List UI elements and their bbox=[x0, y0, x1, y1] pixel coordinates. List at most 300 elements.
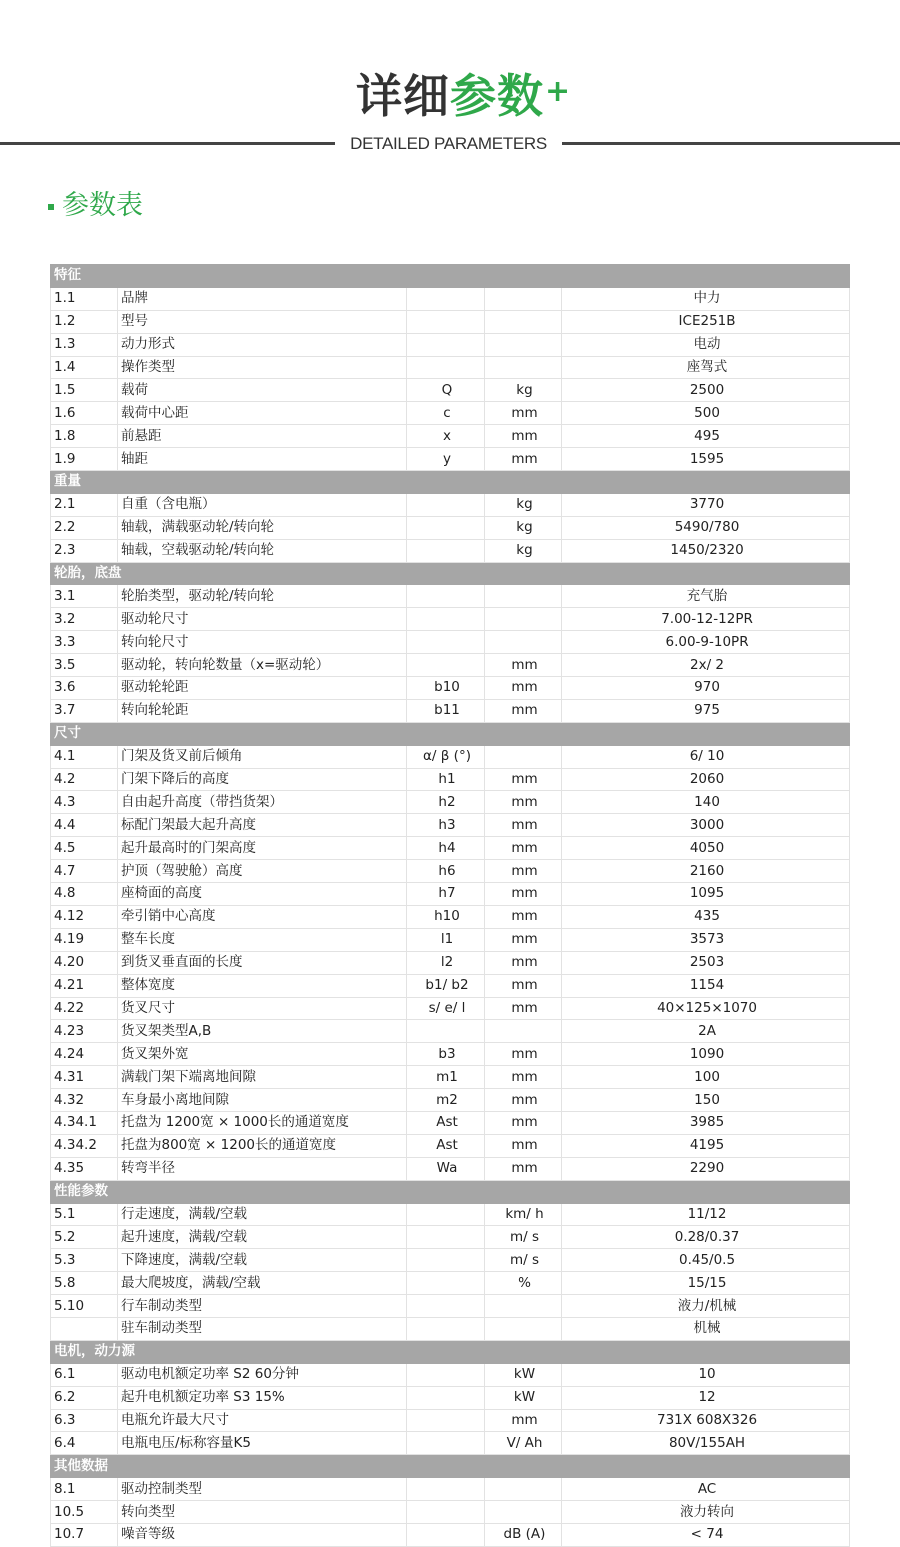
param-number: 1.6 bbox=[51, 402, 118, 425]
param-number: 4.31 bbox=[51, 1066, 118, 1089]
param-value: < 74 bbox=[562, 1523, 850, 1546]
param-value: 975 bbox=[562, 699, 850, 722]
param-name: 托盘为800宽 × 1200长的通道宽度 bbox=[118, 1134, 407, 1157]
param-value: 2290 bbox=[562, 1157, 850, 1180]
param-unit: mm bbox=[485, 402, 562, 425]
table-row bbox=[51, 287, 850, 310]
param-number: 2.1 bbox=[51, 493, 118, 516]
table-row bbox=[51, 1432, 850, 1455]
param-symbol: α/ β (°) bbox=[407, 745, 485, 768]
table-row bbox=[51, 1295, 850, 1318]
param-value: 11/12 bbox=[562, 1203, 850, 1226]
param-name: 托盘为 1200宽 × 1000长的通道宽度 bbox=[118, 1111, 407, 1134]
param-unit bbox=[485, 631, 562, 654]
param-symbol bbox=[407, 287, 485, 310]
param-unit: kg bbox=[485, 379, 562, 402]
param-number: 4.20 bbox=[51, 951, 118, 974]
param-symbol: x bbox=[407, 425, 485, 448]
param-unit: V/ Ah bbox=[485, 1432, 562, 1455]
param-number: 3.5 bbox=[51, 654, 118, 677]
param-value: 970 bbox=[562, 677, 850, 700]
param-unit bbox=[485, 1020, 562, 1043]
param-unit: mm bbox=[485, 791, 562, 814]
param-value: 2060 bbox=[562, 768, 850, 791]
param-number: 1.1 bbox=[51, 287, 118, 310]
table-row bbox=[51, 585, 850, 608]
param-value: 12 bbox=[562, 1386, 850, 1409]
table-row bbox=[51, 356, 850, 379]
square-bullet-icon bbox=[48, 204, 54, 210]
table-row bbox=[51, 837, 850, 860]
param-value: 3770 bbox=[562, 493, 850, 516]
param-number: 4.7 bbox=[51, 860, 118, 883]
param-symbol bbox=[407, 1295, 485, 1318]
table-row bbox=[51, 1363, 850, 1386]
param-symbol bbox=[407, 1432, 485, 1455]
table-row bbox=[51, 493, 850, 516]
table-row bbox=[51, 745, 850, 768]
param-symbol bbox=[407, 516, 485, 539]
param-symbol: h2 bbox=[407, 791, 485, 814]
table-row bbox=[51, 1317, 850, 1340]
divider-left bbox=[0, 142, 335, 145]
param-number: 3.6 bbox=[51, 677, 118, 700]
param-name: 货叉尺寸 bbox=[118, 997, 407, 1020]
param-number: 2.3 bbox=[51, 539, 118, 562]
param-name: 前悬距 bbox=[118, 425, 407, 448]
param-name: 护顶（驾驶舱）高度 bbox=[118, 860, 407, 883]
param-name: 起升电机额定功率 S3 15% bbox=[118, 1386, 407, 1409]
param-name: 门架下降后的高度 bbox=[118, 768, 407, 791]
param-number: 5.8 bbox=[51, 1272, 118, 1295]
param-symbol bbox=[407, 1249, 485, 1272]
table-row bbox=[51, 402, 850, 425]
table-row bbox=[51, 951, 850, 974]
param-value: 1595 bbox=[562, 448, 850, 471]
param-symbol bbox=[407, 1226, 485, 1249]
param-symbol: b1/ b2 bbox=[407, 974, 485, 997]
param-value: 495 bbox=[562, 425, 850, 448]
param-unit: % bbox=[485, 1272, 562, 1295]
param-value: 机械 bbox=[562, 1317, 850, 1340]
param-unit bbox=[485, 1317, 562, 1340]
param-number: 1.3 bbox=[51, 333, 118, 356]
param-value: 4195 bbox=[562, 1134, 850, 1157]
table-row bbox=[51, 1203, 850, 1226]
param-value: 0.45/0.5 bbox=[562, 1249, 850, 1272]
param-value: 10 bbox=[562, 1363, 850, 1386]
param-symbol bbox=[407, 1523, 485, 1546]
param-unit: mm bbox=[485, 814, 562, 837]
param-name: 座椅面的高度 bbox=[118, 883, 407, 906]
param-unit bbox=[485, 333, 562, 356]
param-value: 1095 bbox=[562, 883, 850, 906]
table-row bbox=[51, 539, 850, 562]
param-name: 牵引销中心高度 bbox=[118, 905, 407, 928]
param-unit bbox=[485, 608, 562, 631]
param-unit: mm bbox=[485, 768, 562, 791]
page-title bbox=[0, 66, 900, 126]
param-name: 转向类型 bbox=[118, 1501, 407, 1524]
param-value: 中力 bbox=[562, 287, 850, 310]
param-name: 起升速度，满载/空载 bbox=[118, 1226, 407, 1249]
param-value: 731X 608X326 bbox=[562, 1409, 850, 1432]
subtitle-row bbox=[0, 132, 900, 156]
param-value: 2A bbox=[562, 1020, 850, 1043]
table-row bbox=[51, 333, 850, 356]
group-header-row bbox=[51, 1340, 850, 1363]
param-symbol: l2 bbox=[407, 951, 485, 974]
param-number: 10.5 bbox=[51, 1501, 118, 1524]
param-number: 4.24 bbox=[51, 1043, 118, 1066]
param-value: 2503 bbox=[562, 951, 850, 974]
param-symbol: Ast bbox=[407, 1134, 485, 1157]
parameters-table-body bbox=[51, 265, 850, 1547]
param-value: 150 bbox=[562, 1089, 850, 1112]
table-row bbox=[51, 699, 850, 722]
table-row bbox=[51, 1523, 850, 1546]
param-name: 型号 bbox=[118, 310, 407, 333]
param-value: 100 bbox=[562, 1066, 850, 1089]
param-unit bbox=[485, 745, 562, 768]
param-unit: mm bbox=[485, 974, 562, 997]
param-symbol bbox=[407, 1386, 485, 1409]
param-value: 6/ 10 bbox=[562, 745, 850, 768]
param-name: 整车长度 bbox=[118, 928, 407, 951]
param-name: 驱动轮轮距 bbox=[118, 677, 407, 700]
param-name: 整体宽度 bbox=[118, 974, 407, 997]
param-value: 6.00-9-10PR bbox=[562, 631, 850, 654]
table-row bbox=[51, 1501, 850, 1524]
table-row bbox=[51, 974, 850, 997]
param-symbol: h7 bbox=[407, 883, 485, 906]
param-name: 自由起升高度（带挡货架） bbox=[118, 791, 407, 814]
param-unit: mm bbox=[485, 1111, 562, 1134]
param-symbol: Ast bbox=[407, 1111, 485, 1134]
param-symbol bbox=[407, 1272, 485, 1295]
param-symbol: h10 bbox=[407, 905, 485, 928]
param-unit: mm bbox=[485, 905, 562, 928]
param-number: 5.1 bbox=[51, 1203, 118, 1226]
group-header-row bbox=[51, 1180, 850, 1203]
table-row bbox=[51, 1111, 850, 1134]
table-row bbox=[51, 608, 850, 631]
param-unit bbox=[485, 356, 562, 379]
param-symbol bbox=[407, 1363, 485, 1386]
page-header bbox=[0, 0, 900, 170]
table-row bbox=[51, 654, 850, 677]
param-name: 车身最小离地间隙 bbox=[118, 1089, 407, 1112]
param-unit: mm bbox=[485, 1043, 562, 1066]
param-name: 最大爬坡度，满载/空载 bbox=[118, 1272, 407, 1295]
param-name: 标配门架最大起升高度 bbox=[118, 814, 407, 837]
param-value: 1090 bbox=[562, 1043, 850, 1066]
param-symbol: h6 bbox=[407, 860, 485, 883]
param-number: 6.1 bbox=[51, 1363, 118, 1386]
param-symbol: b3 bbox=[407, 1043, 485, 1066]
param-value: 80V/155AH bbox=[562, 1432, 850, 1455]
param-number: 4.4 bbox=[51, 814, 118, 837]
param-unit: mm bbox=[485, 951, 562, 974]
param-number: 1.4 bbox=[51, 356, 118, 379]
param-symbol: h3 bbox=[407, 814, 485, 837]
param-symbol: m2 bbox=[407, 1089, 485, 1112]
param-number: 2.2 bbox=[51, 516, 118, 539]
param-unit bbox=[485, 1295, 562, 1318]
param-unit: kg bbox=[485, 539, 562, 562]
page-title-dark: 详细 bbox=[356, 69, 450, 123]
param-value: 2160 bbox=[562, 860, 850, 883]
param-symbol bbox=[407, 608, 485, 631]
param-symbol bbox=[407, 1020, 485, 1043]
param-name: 轴载，空载驱动轮/转向轮 bbox=[118, 539, 407, 562]
param-name: 动力形式 bbox=[118, 333, 407, 356]
table-row bbox=[51, 1409, 850, 1432]
param-unit bbox=[485, 287, 562, 310]
param-number: 4.5 bbox=[51, 837, 118, 860]
param-number: 3.3 bbox=[51, 631, 118, 654]
param-symbol bbox=[407, 356, 485, 379]
group-title: 其他数据 bbox=[51, 1455, 850, 1478]
param-symbol: h1 bbox=[407, 768, 485, 791]
param-name: 转向轮轮距 bbox=[118, 699, 407, 722]
param-value: 充气胎 bbox=[562, 585, 850, 608]
table-row bbox=[51, 425, 850, 448]
param-symbol: y bbox=[407, 448, 485, 471]
param-number: 4.22 bbox=[51, 997, 118, 1020]
param-value: 座驾式 bbox=[562, 356, 850, 379]
param-unit: kg bbox=[485, 516, 562, 539]
param-value: 40×125×1070 bbox=[562, 997, 850, 1020]
param-unit: mm bbox=[485, 928, 562, 951]
param-name: 载荷 bbox=[118, 379, 407, 402]
param-name: 货叉架外宽 bbox=[118, 1043, 407, 1066]
param-value: 1154 bbox=[562, 974, 850, 997]
param-name: 轴距 bbox=[118, 448, 407, 471]
param-value: 液力转向 bbox=[562, 1501, 850, 1524]
param-symbol: b10 bbox=[407, 677, 485, 700]
param-unit: m/ s bbox=[485, 1226, 562, 1249]
param-number: 4.2 bbox=[51, 768, 118, 791]
param-unit bbox=[485, 1501, 562, 1524]
param-symbol bbox=[407, 493, 485, 516]
plus-icon: + bbox=[545, 74, 572, 109]
table-row bbox=[51, 1386, 850, 1409]
param-name: 满载门架下端离地间隙 bbox=[118, 1066, 407, 1089]
param-unit: mm bbox=[485, 1409, 562, 1432]
param-number: 6.4 bbox=[51, 1432, 118, 1455]
param-name: 起升最高时的门架高度 bbox=[118, 837, 407, 860]
param-name: 驱动控制类型 bbox=[118, 1478, 407, 1501]
table-row bbox=[51, 379, 850, 402]
param-unit: mm bbox=[485, 860, 562, 883]
param-number: 4.19 bbox=[51, 928, 118, 951]
param-name: 转向轮尺寸 bbox=[118, 631, 407, 654]
param-value: 500 bbox=[562, 402, 850, 425]
param-number: 5.3 bbox=[51, 1249, 118, 1272]
param-symbol bbox=[407, 585, 485, 608]
table-row bbox=[51, 448, 850, 471]
table-row bbox=[51, 677, 850, 700]
param-symbol: b11 bbox=[407, 699, 485, 722]
param-symbol bbox=[407, 1478, 485, 1501]
group-header-row bbox=[51, 722, 850, 745]
param-unit: mm bbox=[485, 448, 562, 471]
param-symbol bbox=[407, 654, 485, 677]
param-value: 0.28/0.37 bbox=[562, 1226, 850, 1249]
table-row bbox=[51, 905, 850, 928]
param-number: 4.8 bbox=[51, 883, 118, 906]
table-row bbox=[51, 768, 850, 791]
param-value: AC bbox=[562, 1478, 850, 1501]
param-symbol bbox=[407, 1501, 485, 1524]
param-value: 15/15 bbox=[562, 1272, 850, 1295]
param-unit: mm bbox=[485, 425, 562, 448]
table-row bbox=[51, 1066, 850, 1089]
param-symbol: c bbox=[407, 402, 485, 425]
param-number: 3.2 bbox=[51, 608, 118, 631]
group-header-row bbox=[51, 1455, 850, 1478]
param-symbol: h4 bbox=[407, 837, 485, 860]
param-value: 5490/780 bbox=[562, 516, 850, 539]
param-number: 3.1 bbox=[51, 585, 118, 608]
param-value: 2x/ 2 bbox=[562, 654, 850, 677]
param-number: 1.9 bbox=[51, 448, 118, 471]
param-name: 噪音等级 bbox=[118, 1523, 407, 1546]
param-unit: km/ h bbox=[485, 1203, 562, 1226]
param-unit bbox=[485, 310, 562, 333]
group-header-row bbox=[51, 471, 850, 494]
param-number: 8.1 bbox=[51, 1478, 118, 1501]
param-unit: mm bbox=[485, 1066, 562, 1089]
table-row bbox=[51, 814, 850, 837]
param-unit: mm bbox=[485, 1157, 562, 1180]
table-row bbox=[51, 631, 850, 654]
table-row bbox=[51, 883, 850, 906]
param-number: 4.35 bbox=[51, 1157, 118, 1180]
param-value: 3000 bbox=[562, 814, 850, 837]
param-unit: mm bbox=[485, 677, 562, 700]
param-unit: mm bbox=[485, 1089, 562, 1112]
param-number: 1.2 bbox=[51, 310, 118, 333]
param-unit: mm bbox=[485, 837, 562, 860]
param-number: 1.5 bbox=[51, 379, 118, 402]
table-row bbox=[51, 1157, 850, 1180]
param-unit: mm bbox=[485, 883, 562, 906]
param-name: 转弯半径 bbox=[118, 1157, 407, 1180]
table-row bbox=[51, 860, 850, 883]
param-name: 门架及货叉前后倾角 bbox=[118, 745, 407, 768]
param-name: 轴载，满载驱动轮/转向轮 bbox=[118, 516, 407, 539]
param-unit: mm bbox=[485, 1134, 562, 1157]
param-symbol: s/ e/ l bbox=[407, 997, 485, 1020]
param-value: 3573 bbox=[562, 928, 850, 951]
param-number: 4.12 bbox=[51, 905, 118, 928]
param-number: 10.7 bbox=[51, 1523, 118, 1546]
table-row bbox=[51, 1020, 850, 1043]
param-name: 到货叉垂直面的长度 bbox=[118, 951, 407, 974]
param-name: 品牌 bbox=[118, 287, 407, 310]
param-value: 4050 bbox=[562, 837, 850, 860]
param-name: 行走速度，满载/空载 bbox=[118, 1203, 407, 1226]
param-number: 4.1 bbox=[51, 745, 118, 768]
group-header-row bbox=[51, 562, 850, 585]
param-unit: m/ s bbox=[485, 1249, 562, 1272]
table-row bbox=[51, 516, 850, 539]
param-name: 行车制动类型 bbox=[118, 1295, 407, 1318]
param-symbol: Q bbox=[407, 379, 485, 402]
param-number: 4.3 bbox=[51, 791, 118, 814]
table-row bbox=[51, 310, 850, 333]
table-row bbox=[51, 1478, 850, 1501]
param-value: 液力/机械 bbox=[562, 1295, 850, 1318]
group-title: 性能参数 bbox=[51, 1180, 850, 1203]
param-name: 货叉架类型A,B bbox=[118, 1020, 407, 1043]
param-unit: dB (A) bbox=[485, 1523, 562, 1546]
param-name: 电瓶允许最大尺寸 bbox=[118, 1409, 407, 1432]
param-name: 驻车制动类型 bbox=[118, 1317, 407, 1340]
param-number: 4.32 bbox=[51, 1089, 118, 1112]
parameters-table bbox=[50, 264, 850, 1547]
param-value: 1450/2320 bbox=[562, 539, 850, 562]
param-value: 140 bbox=[562, 791, 850, 814]
table-row bbox=[51, 1043, 850, 1066]
section-title: 参数表 bbox=[62, 190, 143, 221]
param-value: ICE251B bbox=[562, 310, 850, 333]
param-unit: mm bbox=[485, 654, 562, 677]
param-number: 3.7 bbox=[51, 699, 118, 722]
param-value: 435 bbox=[562, 905, 850, 928]
table-row bbox=[51, 1249, 850, 1272]
param-value: 电动 bbox=[562, 333, 850, 356]
table-row bbox=[51, 1272, 850, 1295]
param-name: 电瓶电压/标称容量K5 bbox=[118, 1432, 407, 1455]
param-unit: kg bbox=[485, 493, 562, 516]
param-number: 1.8 bbox=[51, 425, 118, 448]
param-number: 4.23 bbox=[51, 1020, 118, 1043]
param-symbol bbox=[407, 310, 485, 333]
param-name: 操作类型 bbox=[118, 356, 407, 379]
param-number bbox=[51, 1317, 118, 1340]
table-row bbox=[51, 1134, 850, 1157]
group-title: 电机，动力源 bbox=[51, 1340, 850, 1363]
param-value: 2500 bbox=[562, 379, 850, 402]
param-number: 4.34.2 bbox=[51, 1134, 118, 1157]
table-row bbox=[51, 928, 850, 951]
param-unit: kW bbox=[485, 1386, 562, 1409]
table-row bbox=[51, 1226, 850, 1249]
param-symbol bbox=[407, 539, 485, 562]
param-symbol bbox=[407, 333, 485, 356]
table-row bbox=[51, 997, 850, 1020]
param-number: 5.2 bbox=[51, 1226, 118, 1249]
param-unit bbox=[485, 1478, 562, 1501]
param-name: 轮胎类型，驱动轮/转向轮 bbox=[118, 585, 407, 608]
param-number: 6.3 bbox=[51, 1409, 118, 1432]
param-name: 自重（含电瓶） bbox=[118, 493, 407, 516]
param-number: 4.21 bbox=[51, 974, 118, 997]
param-value: 3985 bbox=[562, 1111, 850, 1134]
param-symbol: Wa bbox=[407, 1157, 485, 1180]
param-unit: kW bbox=[485, 1363, 562, 1386]
param-unit bbox=[485, 585, 562, 608]
page-subtitle: DETAILED PARAMETERS bbox=[350, 134, 547, 153]
param-unit: mm bbox=[485, 699, 562, 722]
param-name: 驱动电机额定功率 S2 60分钟 bbox=[118, 1363, 407, 1386]
param-name: 载荷中心距 bbox=[118, 402, 407, 425]
param-symbol: m1 bbox=[407, 1066, 485, 1089]
param-name: 驱动轮尺寸 bbox=[118, 608, 407, 631]
